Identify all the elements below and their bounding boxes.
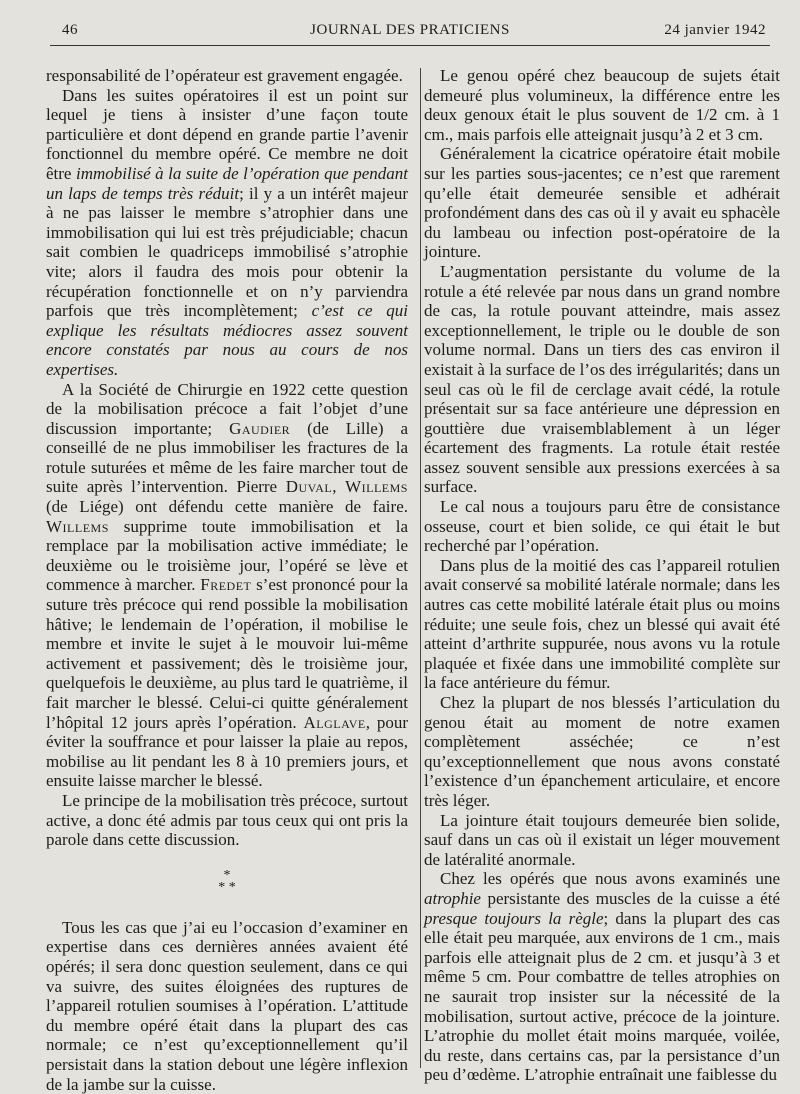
separator-stars: * * [218, 879, 236, 895]
issue-date: 24 janvier 1942 [664, 22, 766, 38]
paragraph-expertise: Tous les cas que j’ai eu l’occasion d’examiner en expertise dans ces dernières années avaient été opérés; il sera donc question seulement, dans ce qui va suivre, des suites éloignées des ruptures de l’appareil rotulien soumises à l’opération. L’attitude du membre opéré était dans la plupart des cas normale; ce n’est qu’exceptionnellement qu’il persistait dans la station debout une légère inflexion de la jambe sur la cuisse. [46, 917, 408, 1094]
text-run: Dans les suites opératoires il est un point sur lequel je tiens à insister d’une façon toute particulière et dont dépend en grande partie l’avenir fonctionnel du membre opéré. Ce membre ne doit être [46, 85, 408, 183]
column-divider [420, 68, 421, 1068]
running-header [50, 20, 770, 44]
paragraph-postoperative [46, 86, 408, 380]
paragraph-principe: Le principe de la mobilisation très précoce, surtout active, a donc été admis par tous ceux qui ont pris la parole dans cette discussion. [46, 790, 408, 850]
separator-star: * [223, 867, 231, 883]
author-name: Willems [46, 516, 109, 536]
italic-run: atrophie [424, 888, 481, 908]
journal-title: JOURNAL DES PRATICIENS [310, 22, 510, 38]
text-run: (de Lille) a conseillé de ne plus immobiliser les fractures de la rotule suturées et même de les faire marcher tout de suite après l’intervention. Pierre [46, 418, 408, 497]
paragraph-continued: responsabilité de l’opérateur est gravement engagée. [46, 66, 403, 85]
text-run: , pour éviter la souffrance et pour laisser la plaie au repos, mobilise au lit pendant les 8 à 10 premiers jours, et ensuite laisse marcher le blessé. [46, 712, 408, 791]
paragraph-cal: Le cal nous a toujours paru être de consistance osseuse, court et bien solide, ce qui était le but recherché par l’opération. [424, 497, 780, 556]
left-column [46, 66, 408, 1094]
paragraph-jointure: La jointure était toujours demeurée bien solide, sauf dans un cas où il existait un léger mouvement de latéralité anormale. [424, 810, 780, 869]
italic-run: immobilisé à la suite de l’opération que pendant un laps de temps très réduit [46, 163, 408, 203]
text-run: persistante des muscles de la cuisse a été [480, 888, 780, 908]
text-run: ; il y a un intérêt majeur à ne pas laisser le membre s’atrophier dans une immobilisation qui lui est très préjudiciable; chacun sait combien le quadriceps immobilisé s’atrophie vite; alors il faudra des mois pour obtenir la récupération fonctionnelle et on n’y parviendra parfois que très incomplètement; [46, 183, 408, 321]
paragraph-articulation: Chez la plupart de nos blessés l’articulation du genou était au moment de notre examen complètement asséchée; ce n’est qu’exceptionnellement que nous avons constaté l’existence d’un épanchement articulaire, et encore très léger. [424, 693, 780, 810]
author-name: Gaudier [229, 418, 291, 438]
header-rule [50, 45, 770, 46]
author-name: Willems [345, 477, 408, 497]
author-name: Fredet [200, 575, 252, 595]
author-name: Duval [285, 477, 333, 497]
paragraph-genou: Le genou opéré chez beaucoup de sujets était demeuré plus volumineux, la différence entre les deux genoux était le plus souvent de 1/2 cm. à 1 cm., mais parfois elle atteignait jusqu’à 2 et 3 cm. [424, 66, 780, 144]
right-column [424, 66, 780, 1085]
author-name: Alglave [303, 712, 366, 732]
text-run: ; dans la plupart des cas elle était peu marquée, aux environs de 1 cm., mais parfois elle atteignait plus de 2 cm. et jusqu’à 3 et même 5 cm. Pour combattre de telles atrophies on ne saurait trop insister sur la nécessité de la mobilisation, surtout active, précoce de la jointure. L’atrophie du mollet était moins marquée, voilée, du reste, dans certains cas, par la persistance d’un peu d’œdème. L’atrophie entraînait une faiblesse du [424, 908, 780, 1085]
italic-run: c’est ce qui explique les résultats médiocres assez souvent encore constatés par nous au cours de nos expertises. [46, 301, 408, 379]
text-run: A la Société de Chirurgie en 1922 cette question de la mobilisation précoce a fait l’objet d’une discussion importante; [46, 379, 408, 438]
section-separator-asterisks [46, 867, 408, 895]
text-run: supprime toute immobilisation et la remplace par la mobilisation active immédiate; le deuxième ou le troisième jour, l’opéré se lève et commence à marcher. [46, 516, 408, 595]
paragraph-rotule-volume: L’augmentation persistante du volume de la rotule a été relevée par nous dans un grand nombre de cas, la rotule pouvant atteindre, mais assez exceptionnellement, le triple ou le double de son volume normal. Dans un tiers des cas environ il existait à la surface de l’os des irrégularités; dans un seul cas où le fil de cerclage avait cédé, la rotule présentait sur sa face antérieure une dépression en gouttière due vraisemblablement à un léger écartement des fragments. La rotule était restée assez souvent sensible aux pressions exercées à sa surface. [424, 261, 780, 497]
paragraph-societe-chirurgie [46, 380, 408, 791]
text-run: , [332, 477, 346, 497]
text-run: s’est prononcé pour la suture très précoce qui rend possible la mobilisation hâtive; le lendemain de l’opération, il mobilise le membre et invite le sujet à le mouvoir lui-même activement et passivement; dès le troisième jour, quelquefois le deuxième, au plus tard le quatrième, il fait marcher le blessé. Celui-ci quitte généralement l’hôpital 12 jours après l’opération. [46, 575, 408, 732]
text-run: (de Liége) ont défendu cette manière de faire. [46, 497, 408, 517]
text-run: Chez les opérés que nous avons examinés une [440, 869, 780, 889]
paragraph-atrophie [424, 869, 780, 1085]
paragraph-cicatrice: Généralement la cicatrice opératoire était mobile sur les parties sous-jacentes; ce n’est que rarement qu’elle était demeurée sensible et adhérait profondément dans des cas où il y avait eu sphacèle du lambeau ou infection post-opératoire de la jointure. [424, 144, 780, 262]
italic-run: presque toujours la règle [424, 908, 604, 928]
page-number: 46 [62, 22, 78, 38]
paragraph-mobilite: Dans plus de la moitié des cas l’appareil rotulien avait conservé sa mobilité latérale normale; dans les autres cas cette mobilité latérale était plus ou moins réduite; une seule fois, chez un blessé qui avait été atteint d’arthrite suppurée, nous avons vu la rotule plaquée et fixée dans une immobilité complète sur la face antérieure du fémur. [424, 555, 780, 693]
